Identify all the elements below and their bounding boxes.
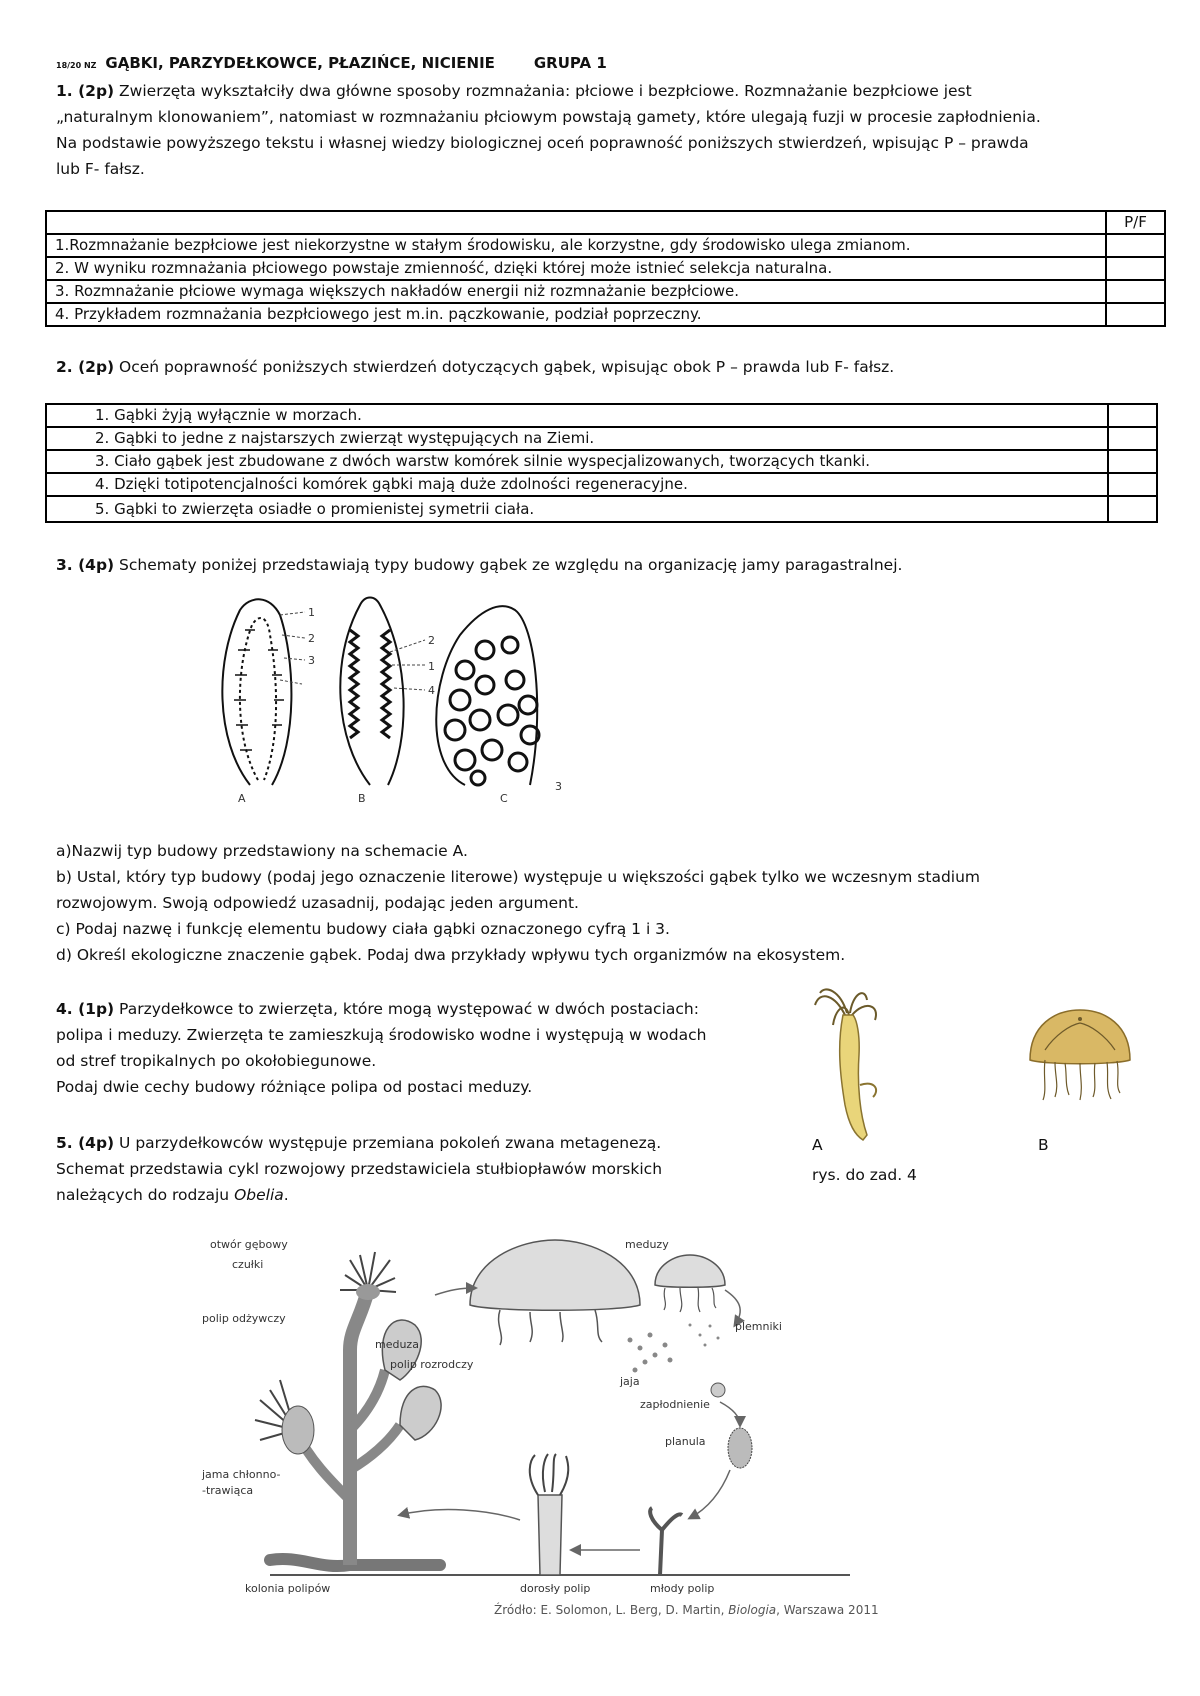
- q1-statement-1: 1.Rozmnażanie bezpłciowe jest niekorzystne w stałym środowisku, ale korzystne, gdy środowisko ulega zmianom.: [46, 234, 1106, 257]
- q5-line-1: 5. (4p) U parzydełkowców występuje przemiana pokoleń zwana metagenezą.: [56, 1134, 662, 1152]
- q3-b1: b) Ustal, który typ budowy (podaj jego oznaczenie literowe) występuje u większości gąbek tylko we wczesnym stadium: [56, 868, 981, 886]
- label-eggs: jaja: [620, 1375, 640, 1388]
- fig4-caption: rys. do zad. 4: [812, 1166, 917, 1184]
- fig-label-a: A: [238, 792, 246, 805]
- q2-statement-2: 2. Gąbki to jedne z najstarszych zwierząt występujących na Ziemi.: [46, 427, 1108, 450]
- label-sperm: plemniki: [735, 1320, 782, 1333]
- sponge-b-canals: [350, 630, 390, 738]
- q2-table: [45, 403, 1158, 523]
- q4-line-1: 4. (1p) Parzydełkowce to zwierzęta, które mogą występować w dwóch postaciach:: [56, 1000, 699, 1018]
- label-colony: kolonia polipów: [245, 1582, 331, 1595]
- q1-line-4: lub F- fałsz.: [56, 160, 145, 178]
- q5-line-2: Schemat przedstawia cykl rozwojowy przedstawiciela stułbiopławów morskich: [56, 1160, 663, 1178]
- fig4-label-a: A: [812, 1136, 823, 1154]
- label-mouth: otwór gębowy: [210, 1238, 288, 1251]
- q1-number: 1. (2p): [56, 82, 115, 100]
- label-cavity-2: -trawiąca: [202, 1484, 254, 1497]
- fig-number-1: 1: [308, 606, 315, 619]
- q2-statement-1: 1. Gąbki żyją wyłącznie w morzach.: [46, 404, 1108, 427]
- q1-statement-2: 2. W wyniku rozmnażania płciowego powstaje zmienność, dzięki której może istnieć selekcja naturalna.: [46, 257, 1106, 280]
- label-planula: planula: [665, 1435, 706, 1448]
- label-feeding-polyp: polip odżywczy: [202, 1312, 286, 1325]
- adult-polyp: [538, 1495, 562, 1575]
- label-fertilization: zapłodnienie: [640, 1398, 710, 1411]
- fig-number-2b: 2: [428, 634, 435, 647]
- fig-number-3b: 3: [555, 780, 562, 793]
- answer-cell[interactable]: [1108, 496, 1157, 522]
- q4-line-2: polipa i meduzy. Zwierzęta te zamieszkują środowisko wodne i występują w wodach: [56, 1026, 707, 1044]
- answer-cell[interactable]: [1106, 234, 1165, 257]
- obelia-lifecycle-diagram: [200, 1230, 890, 1620]
- answer-cell[interactable]: [1106, 257, 1165, 280]
- fig4-label-b: B: [1038, 1136, 1049, 1154]
- q3-number: 3. (4p): [56, 556, 115, 574]
- q1-line-2: „naturalnym klonowaniem”, natomiast w rozmnażaniu płciowym powstają gamety, które ulegają fuzji w procesie zapłodnienia.: [56, 108, 1041, 126]
- table-row: [46, 473, 1157, 496]
- label-young-polyp: młody polip: [650, 1582, 715, 1595]
- fig-number-3: 3: [308, 654, 315, 667]
- fig-label-c: C: [500, 792, 508, 805]
- answer-cell[interactable]: [1108, 450, 1157, 473]
- q3-d: d) Określ ekologiczne znaczenie gąbek. Podaj dwa przykłady wpływu tych organizmów na ekosystem.: [56, 946, 846, 964]
- table-row: [46, 303, 1165, 326]
- medusa-large: [470, 1240, 640, 1310]
- label-medusae: meduzy: [625, 1238, 669, 1251]
- q5-line-3: należących do rodzaju Obelia.: [56, 1186, 289, 1204]
- zygote: [711, 1383, 725, 1397]
- label-cavity-1: jama chłonno-: [202, 1468, 281, 1481]
- source-citation: Źródło: E. Solomon, L. Berg, D. Martin, Biologia, Warszawa 2011: [494, 1603, 879, 1617]
- q2-statement-5: 5. Gąbki to zwierzęta osiadłe o promienistej symetrii ciała.: [46, 496, 1108, 522]
- sponge-a-outline: [222, 599, 291, 785]
- table-row: [46, 280, 1165, 303]
- label-tentacles: czułki: [232, 1258, 264, 1271]
- q1-table: [45, 210, 1166, 327]
- pf-header: P/F: [1106, 211, 1165, 234]
- medusa-illustration: [1025, 1005, 1135, 1105]
- answer-cell[interactable]: [1108, 427, 1157, 450]
- label-repro-polyp: polip rozrodczy: [390, 1358, 474, 1371]
- answer-cell[interactable]: [1108, 404, 1157, 427]
- medusa-small: [655, 1255, 725, 1287]
- table-row: [46, 211, 1165, 234]
- answer-cell[interactable]: [1106, 303, 1165, 326]
- sponge-a-inner: [240, 618, 276, 780]
- polyp-illustration: [805, 985, 900, 1145]
- fig-number-1b: 1: [428, 660, 435, 673]
- table-row: [46, 404, 1157, 427]
- fig-number-2: 2: [308, 632, 315, 645]
- q3-a: a)Nazwij typ budowy przedstawiony na schemacie A.: [56, 842, 468, 860]
- q1-line-3: Na podstawie powyższego tekstu i własnej wiedzy biologicznej oceń poprawność poniższych stwierdzeń, wpisując P – prawda: [56, 134, 1029, 152]
- q3-line: 3. (4p) Schematy poniżej przedstawiają typy budowy gąbek ze względu na organizację jamy paragastralnej.: [56, 556, 903, 574]
- q1-statement-4: 4. Przykładem rozmnażania bezpłciowego jest m.in. pączkowanie, podział poprzeczny.: [46, 303, 1106, 326]
- label-medusa-bud: meduza: [375, 1338, 419, 1351]
- fig-label-b: B: [358, 792, 366, 805]
- polyp-body: [840, 1015, 867, 1140]
- group-label: GRUPA 1: [533, 54, 607, 72]
- q1-statement-3: 3. Rozmnażanie płciowe wymaga większych nakładów energii niż rozmnażanie bezpłciowe.: [46, 280, 1106, 303]
- page-title: GĄBKI, PARZYDEŁKOWCE, PŁAZIŃCE, NICIENIE: [105, 54, 495, 72]
- young-polyp: [650, 1508, 682, 1575]
- table-row: [46, 257, 1165, 280]
- sponge-diagram: [210, 590, 630, 805]
- answer-cell[interactable]: [1108, 473, 1157, 496]
- table-row: [46, 234, 1165, 257]
- table-row: [46, 450, 1157, 473]
- q2-statement-3: 3. Ciało gąbek jest zbudowane z dwóch warstw komórek silnie wyspecjalizowanych, tworzących tkanki.: [46, 450, 1108, 473]
- header-code: 18/20 NZ: [56, 61, 97, 70]
- table-row: [46, 427, 1157, 450]
- q1-line-1: 1. (2p) Zwierzęta wykształciły dwa główne sposoby rozmnażania: płciowe i bezpłciowe. Rozmnażanie bezpłciowe jest: [56, 82, 972, 100]
- q3-b2: rozwojowym. Swoją odpowiedź uzasadnij, podając jeden argument.: [56, 894, 579, 912]
- label-adult-polyp: dorosły polip: [520, 1582, 591, 1595]
- q4-number: 4. (1p): [56, 1000, 115, 1018]
- planula: [728, 1428, 752, 1468]
- q4-line-4: Podaj dwie cechy budowy różniące polipa od postaci meduzy.: [56, 1078, 533, 1096]
- q4-line-3: od stref tropikalnych po okołobiegunowe.: [56, 1052, 377, 1070]
- header: [56, 54, 607, 72]
- q2-statement-4: 4. Dzięki totipotencjalności komórek gąbki mają duże zdolności regeneracyjne.: [46, 473, 1108, 496]
- q2-line: 2. (2p) Oceń poprawność poniższych stwierdzeń dotyczących gąbek, wpisując obok P – prawda lub F- fałsz.: [56, 358, 895, 376]
- fig-number-4: 4: [428, 684, 435, 697]
- q5-number: 5. (4p): [56, 1134, 115, 1152]
- table-row: [46, 496, 1157, 522]
- q2-number: 2. (2p): [56, 358, 115, 376]
- q3-c: c) Podaj nazwę i funkcję elementu budowy ciała gąbki oznaczonego cyfrą 1 i 3.: [56, 920, 670, 938]
- answer-cell[interactable]: [1106, 280, 1165, 303]
